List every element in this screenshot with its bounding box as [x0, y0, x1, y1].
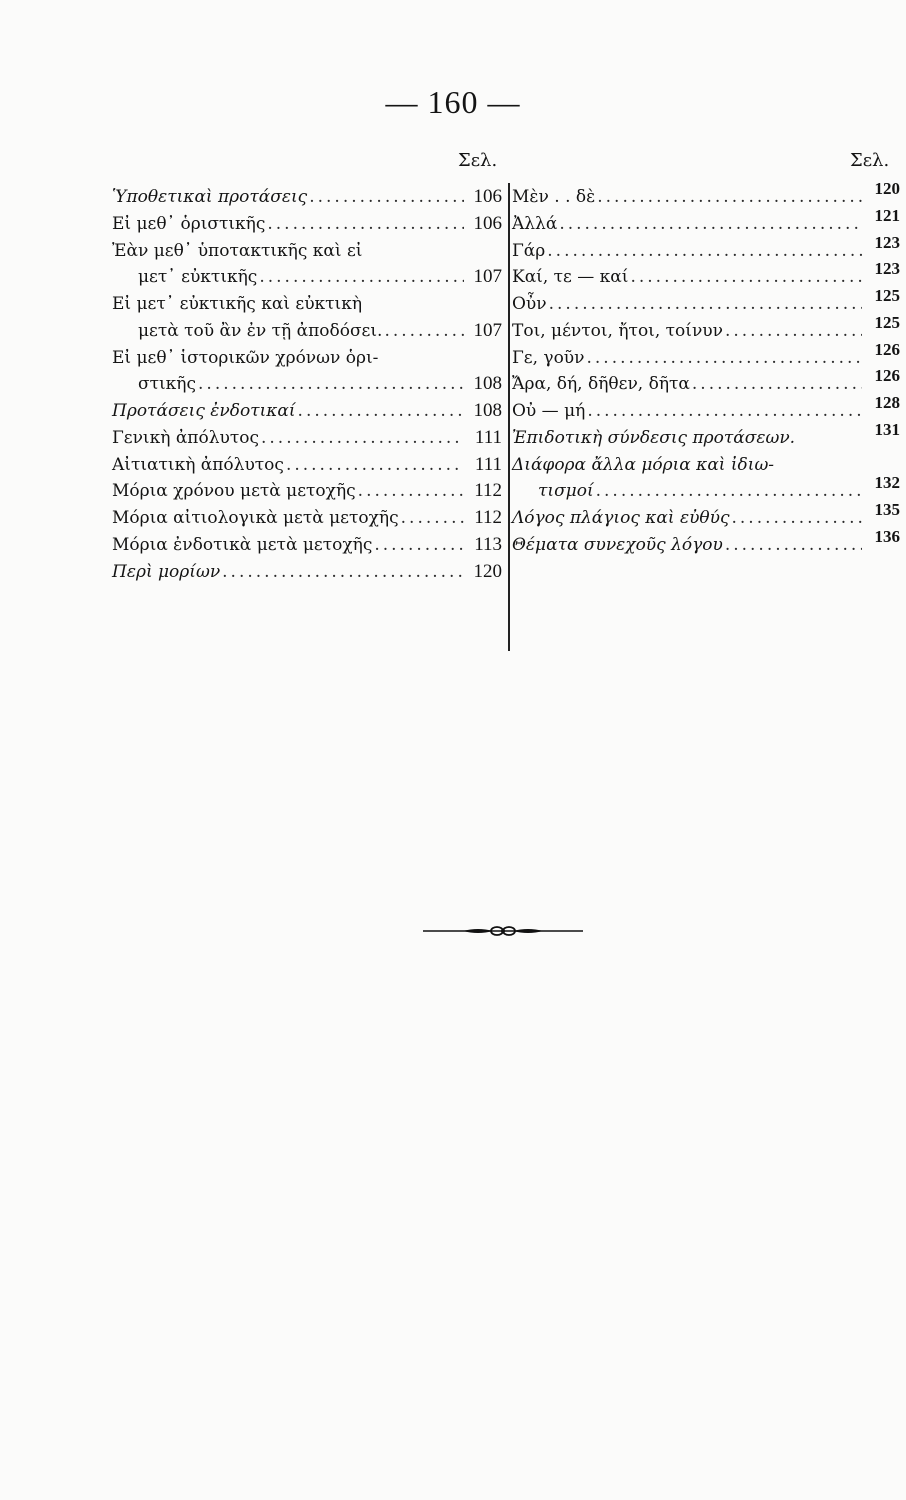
toc-entry-title: Εἰ μεθ᾽ ὁριστικῆς	[112, 213, 266, 234]
page-column-header-right: Σελ.	[850, 150, 890, 171]
toc-entry	[112, 398, 502, 425]
toc-entry-title: Τοι, μέντοι, ἤτοι, τοίνυν	[512, 320, 723, 341]
page-column-header-left: Σελ.	[458, 150, 498, 171]
toc-entry-page: 131	[874, 419, 900, 439]
toc-entry	[512, 452, 900, 479]
toc-entry	[112, 505, 502, 532]
toc-entry-title: Ἄρα, δή, δῆθεν, δῆτα	[512, 374, 690, 395]
toc-entry	[512, 179, 900, 211]
toc-entry	[112, 291, 502, 318]
toc-right-column	[512, 179, 900, 559]
toc-entry-title: Μόρια χρόνου μετὰ μετοχῆς	[112, 481, 356, 502]
toc-entry-title: Ἐὰν μεθ᾽ ὑποτακτικῆς καὶ εἰ	[112, 240, 363, 261]
dot-leader	[259, 264, 464, 291]
toc-entry-title: Ἐπιδοτικὴ σύνδεσις προτάσεων.	[512, 427, 796, 448]
toc-entry	[112, 452, 502, 479]
dot-leader	[549, 291, 862, 318]
toc-entry-title: Διάφορα ἄλλα μόρια καὶ ἰδιω-	[512, 454, 775, 475]
dot-leader	[384, 318, 464, 345]
column-divider	[508, 183, 510, 651]
dot-leader	[725, 532, 862, 559]
dot-leader	[732, 505, 863, 532]
ornament-divider	[423, 924, 583, 938]
dot-leader	[692, 371, 862, 398]
toc-entry-page: 112	[474, 507, 502, 528]
toc-entry-title: Περὶ μορίων	[112, 561, 221, 582]
toc-entry-page: 106	[473, 212, 502, 234]
toc-entry-title: τισμοί	[538, 481, 594, 502]
dot-leader	[267, 211, 464, 238]
dot-leader	[597, 184, 862, 211]
toc-entry	[112, 211, 502, 238]
toc-entry	[512, 473, 900, 505]
dot-leader	[586, 345, 862, 372]
toc-entry-page: 126	[874, 339, 900, 359]
toc-entry-title: Γε, γοῦν	[512, 347, 585, 368]
toc-entry	[512, 232, 900, 265]
dot-leader	[374, 532, 464, 559]
toc-entry	[112, 478, 502, 505]
dot-leader	[286, 452, 464, 479]
dot-leader	[596, 478, 862, 505]
toc-entry-title: Οὖν	[512, 294, 547, 314]
toc-entry	[512, 526, 900, 559]
dot-leader	[298, 398, 464, 425]
toc-entry-title: Αἰτιατικὴ ἀπόλυτος	[112, 454, 284, 475]
toc-entry-page: 132	[874, 473, 900, 493]
toc-entry-page: 120	[874, 179, 900, 198]
toc-entry-page: 121	[874, 205, 900, 225]
toc-entry-title: Εἰ μεθ᾽ ἱστορικῶν χρόνων ὁρι-	[112, 347, 379, 368]
toc-entry-page: 136	[874, 526, 900, 546]
toc-entry-page: 125	[874, 312, 900, 332]
toc-entry-page: 111	[474, 426, 502, 448]
toc-entry-page: 111	[474, 453, 502, 475]
toc-entry-title: Μόρια αἰτιολογικὰ μετὰ μετοχῆς	[112, 508, 399, 528]
toc-entry-title: Ἀλλά	[512, 213, 558, 234]
toc-entry	[112, 371, 502, 398]
toc-entry-title: στικῆς	[138, 374, 197, 395]
toc-entry	[112, 264, 502, 291]
toc-entry-page: 106	[473, 186, 502, 207]
toc-entry-title: Γενικὴ ἀπόλυτος	[112, 427, 259, 448]
toc-left-column	[112, 184, 502, 585]
dot-leader	[309, 184, 464, 211]
toc-entry-page: 108	[473, 400, 502, 421]
toc-entry-title: Λόγος πλάγιος καὶ εὐθύς	[512, 508, 730, 528]
dot-leader	[198, 371, 464, 398]
toc-entry	[112, 345, 502, 372]
dot-leader	[358, 478, 464, 505]
toc-entry-title: Εἰ μετ᾽ εὐκτικῆς καὶ εὐκτικὴ	[112, 294, 363, 314]
dot-leader	[559, 211, 862, 238]
toc-entry	[512, 339, 900, 372]
toc-entry	[512, 500, 900, 532]
toc-entry-title: Μόρια ἐνδοτικὰ μετὰ μετοχῆς	[112, 534, 373, 555]
page-number: — 160 —	[385, 84, 521, 120]
toc-entry-page: 107	[473, 319, 502, 341]
dot-leader	[587, 398, 862, 425]
toc-entry-page: 125	[874, 286, 900, 305]
toc-entry-page: 123	[874, 232, 900, 252]
toc-entry-title: Ὑποθετικαὶ προτάσεις	[112, 187, 308, 207]
toc-entry	[512, 259, 900, 291]
toc-entry	[512, 312, 900, 345]
toc-entry-page: 123	[874, 259, 900, 279]
toc-entry-title: Γάρ	[512, 240, 546, 261]
toc-entry	[112, 238, 502, 265]
toc-entry-title: Θέματα συνεχοῦς λόγου	[512, 534, 723, 555]
toc-entry-title: Προτάσεις ἐνδοτικαί	[112, 401, 296, 421]
toc-entry-title: Οὐ — μή	[512, 401, 586, 421]
toc-entry	[112, 532, 502, 559]
toc-entry	[112, 318, 502, 345]
toc-entry	[512, 366, 900, 398]
toc-entry-title: Καί, τε — καί	[512, 267, 629, 288]
dot-leader	[547, 238, 862, 265]
dot-leader	[401, 505, 464, 532]
toc-entry-page: 126	[874, 366, 900, 386]
toc-entry-page: 135	[874, 500, 900, 519]
toc-entry	[112, 559, 502, 586]
dot-leader	[725, 318, 862, 345]
toc-entry	[112, 425, 502, 452]
toc-entry-page: 112	[474, 480, 502, 502]
toc-entry-title: μετ᾽ εὐκτικῆς	[138, 267, 258, 288]
toc-entry-title: μετὰ τοῦ ἂν ἐν τῇ ἀποδόσει.	[138, 320, 383, 341]
toc-entry-title: Μὲν . . δὲ	[512, 187, 596, 207]
toc-entry	[512, 205, 900, 238]
toc-entry-page: 128	[874, 393, 900, 412]
dot-leader	[630, 264, 862, 291]
toc-entry-page: 108	[473, 373, 502, 395]
toc-entry-page: 107	[473, 266, 502, 288]
dot-leader	[222, 559, 464, 586]
toc-entry-page: 120	[473, 560, 502, 582]
toc-entry-page: 113	[474, 533, 502, 555]
toc-entry	[512, 393, 900, 425]
toc-entry	[112, 184, 502, 211]
toc-entry	[512, 419, 900, 452]
toc-entry	[512, 286, 900, 318]
dot-leader	[261, 425, 464, 452]
